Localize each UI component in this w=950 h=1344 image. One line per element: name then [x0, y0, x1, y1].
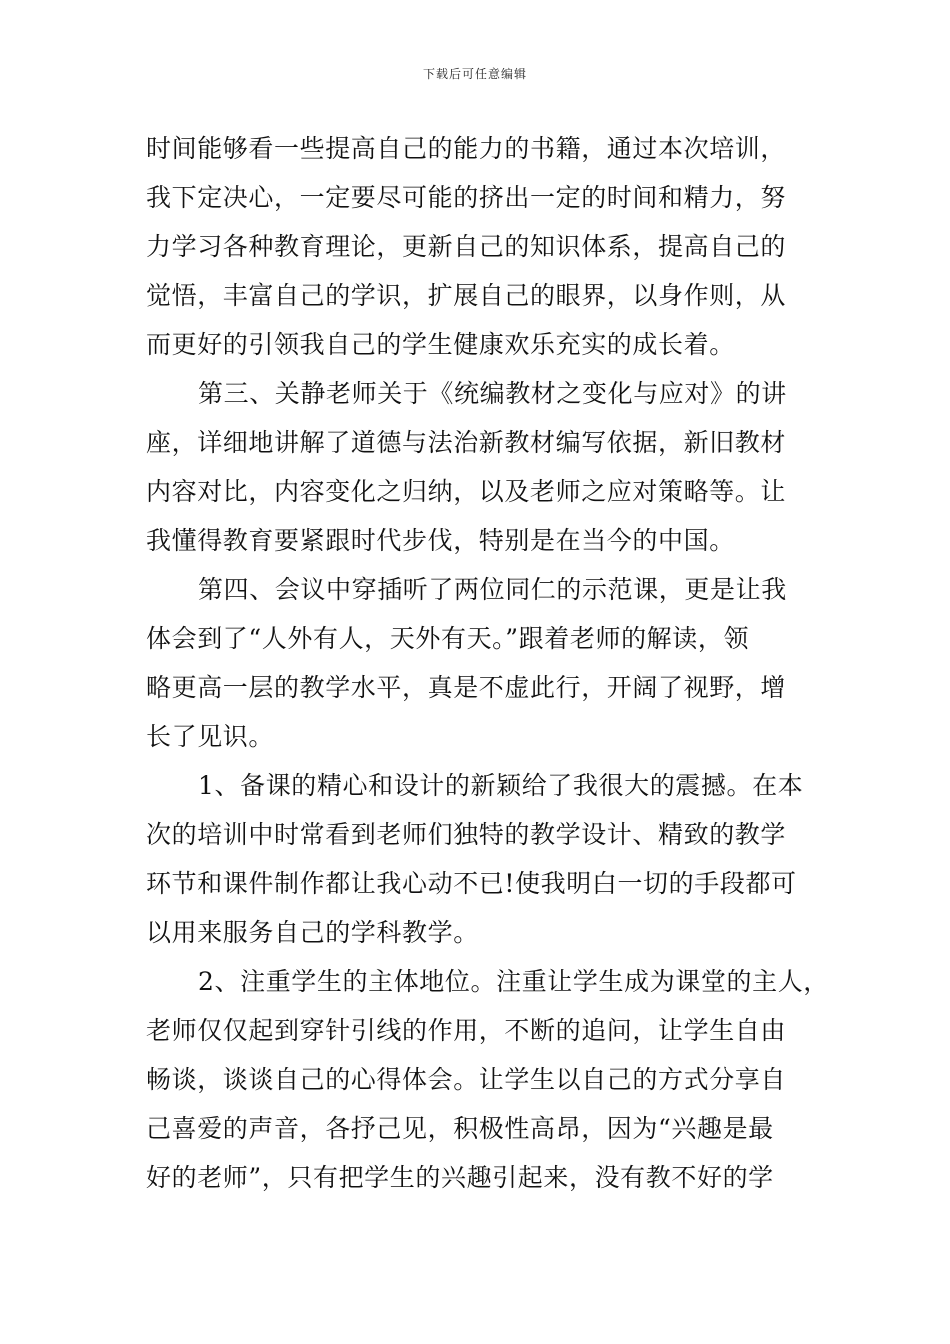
text-line: 座，详细地讲解了道德与法治新教材编写依据，新旧教材 [146, 428, 787, 457]
text-line: 环节和课件制作都让我心动不已!使我明白一切的手段都可 [146, 869, 797, 898]
text-line: 体会到了“人外有人，天外有天。”跟着老师的解读，领 [146, 624, 750, 653]
text-line: 好的老师”，只有把学生的兴趣引起来，没有教不好的学 [146, 1163, 774, 1192]
paragraph-first-line: 2、注重学生的主体地位。注重让学生成为课堂的主人， [198, 967, 829, 996]
text-line: 而更好的引领我自己的学生健康欢乐充实的成长着。 [146, 330, 735, 359]
text-line: 略更高一层的教学水平，真是不虚此行，开阔了视野，增 [146, 673, 787, 702]
document-body [146, 124, 829, 1202]
text-line: 我懂得教育要紧跟时代步伐，特别是在当今的中国。 [146, 526, 735, 555]
page-header: 下载后可任意编辑 [422, 67, 527, 81]
text-line: 我下定决心，一定要尽可能的挤出一定的时间和精力，努 [146, 183, 787, 212]
text-line: 老师仅仅起到穿针引线的作用，不断的追问，让学生自由 [146, 1016, 787, 1045]
text-line: 己喜爱的声音，各抒己见，积极性高昂，因为“兴趣是最 [146, 1114, 774, 1143]
text-line: 长了见识。 [146, 722, 275, 751]
text-line: 力学习各种教育理论，更新自己的知识体系，提高自己的 [146, 232, 787, 261]
text-line: 以用来服务自己的学科教学。 [146, 918, 479, 947]
paragraph-first-line: 第三、关静老师关于《统编教材之变化与应对》的讲 [198, 379, 787, 408]
text-line: 时间能够看一些提高自己的能力的书籍，通过本次培训， [146, 134, 787, 163]
text-line: 觉悟，丰富自己的学识，扩展自己的眼界，以身作则，从 [146, 281, 787, 310]
text-line: 畅谈，谈谈自己的心得体会。让学生以自己的方式分享自 [146, 1065, 787, 1094]
paragraph-first-line: 1、备课的精心和设计的新颖给了我很大的震撼。在本 [198, 771, 804, 800]
text-line: 内容对比，内容变化之归纳，以及老师之应对策略等。让 [146, 477, 787, 506]
text-line: 次的培训中时常看到老师们独特的教学设计、精致的教学 [146, 820, 787, 849]
paragraph-first-line: 第四、会议中穿插听了两位同仁的示范课，更是让我 [198, 575, 787, 604]
